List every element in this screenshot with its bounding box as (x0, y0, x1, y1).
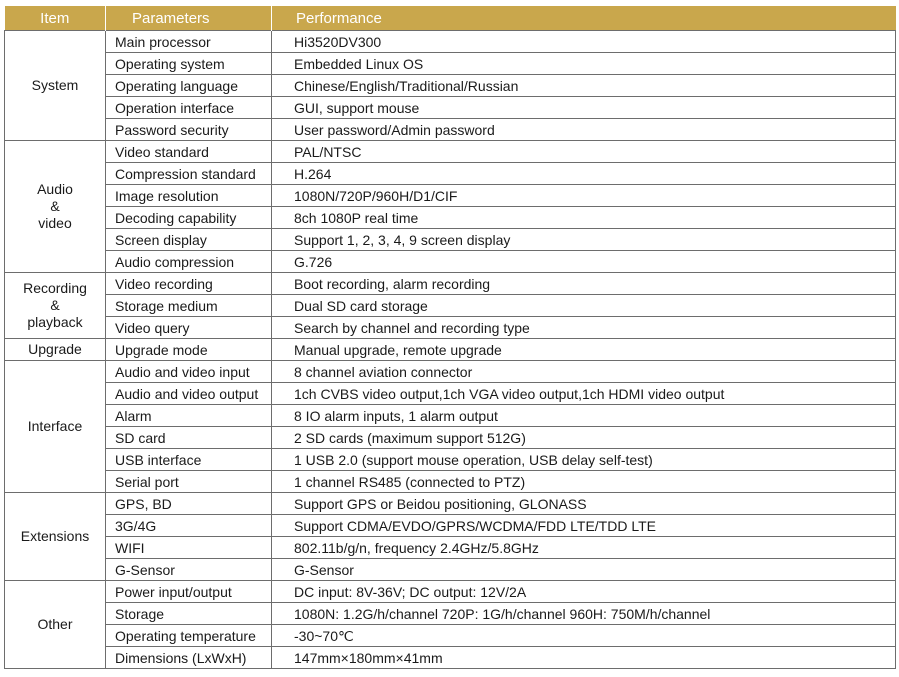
table-row (5, 119, 896, 141)
group-cell (5, 493, 106, 581)
performance-cell: 8 IO alarm inputs, 1 alarm output (272, 405, 896, 427)
parameter-cell: Audio and video output (106, 383, 272, 405)
table-header (5, 6, 896, 31)
parameter-cell: Video query (106, 317, 272, 339)
header-performance: Performance (272, 6, 896, 31)
group-label-line: Audio (37, 181, 73, 197)
parameter-cell: Decoding capability (106, 207, 272, 229)
parameter-cell: Operating language (106, 75, 272, 97)
performance-cell: User password/Admin password (272, 119, 896, 141)
table-row (5, 317, 896, 339)
performance-cell: Search by channel and recording type (272, 317, 896, 339)
group-label-line: System (31, 77, 79, 93)
parameter-cell: Operating temperature (106, 625, 272, 647)
group-label-line: video (38, 215, 72, 231)
group-cell (5, 31, 106, 141)
performance-cell: Dual SD card storage (272, 295, 896, 317)
parameter-cell: Compression standard (106, 163, 272, 185)
table-row (5, 603, 896, 625)
table-row (5, 427, 896, 449)
performance-cell: 802.11b/g/n, frequency 2.4GHz/5.8GHz (272, 537, 896, 559)
performance-cell: H.264 (272, 163, 896, 185)
performance-cell: Support GPS or Beidou positioning, GLONASS (272, 493, 896, 515)
table-row (5, 559, 896, 581)
parameter-cell: SD card (106, 427, 272, 449)
table-row (5, 581, 896, 603)
table-row (5, 515, 896, 537)
performance-cell: DC input: 8V-36V; DC output: 12V/2A (272, 581, 896, 603)
table-row (5, 75, 896, 97)
parameter-cell: Screen display (106, 229, 272, 251)
performance-cell: 2 SD cards (maximum support 512G) (272, 427, 896, 449)
parameter-cell: Power input/output (106, 581, 272, 603)
table-row (5, 141, 896, 163)
parameter-cell: Video recording (106, 273, 272, 295)
performance-cell: PAL/NTSC (272, 141, 896, 163)
group-label-line: Other (37, 616, 73, 632)
table-row (5, 493, 896, 515)
parameter-cell: Serial port (106, 471, 272, 493)
parameter-cell: Audio and video input (106, 361, 272, 383)
performance-cell: 8ch 1080P real time (272, 207, 896, 229)
performance-cell: 1ch CVBS video output,1ch VGA video output,1ch HDMI video output (272, 383, 896, 405)
performance-cell: G.726 (272, 251, 896, 273)
performance-cell: 1 USB 2.0 (support mouse operation, USB delay self-test) (272, 449, 896, 471)
table-row (5, 449, 896, 471)
table-row (5, 251, 896, 273)
table-row (5, 97, 896, 119)
parameter-cell: Main processor (106, 31, 272, 53)
group-label-line: & (50, 297, 60, 313)
performance-cell: 8 channel aviation connector (272, 361, 896, 383)
table-row (5, 471, 896, 493)
group-cell (5, 581, 106, 669)
performance-cell: Chinese/English/Traditional/Russian (272, 75, 896, 97)
group-label-line: & (50, 198, 60, 214)
performance-cell: Support CDMA/EVDO/GPRS/WCDMA/FDD LTE/TDD LTE (272, 515, 896, 537)
table-row (5, 625, 896, 647)
parameter-cell: WIFI (106, 537, 272, 559)
table-row (5, 383, 896, 405)
parameter-cell: Alarm (106, 405, 272, 427)
table-row (5, 53, 896, 75)
table-row (5, 405, 896, 427)
performance-cell: Support 1, 2, 3, 4, 9 screen display (272, 229, 896, 251)
performance-cell: Hi3520DV300 (272, 31, 896, 53)
parameter-cell: Image resolution (106, 185, 272, 207)
group-label-line: Extensions (20, 528, 90, 544)
group-cell (5, 339, 106, 361)
performance-cell: 147mm×180mm×41mm (272, 647, 896, 669)
table-row (5, 647, 896, 669)
parameter-cell: Audio compression (106, 251, 272, 273)
group-label-line: playback (27, 314, 83, 330)
table-row (5, 229, 896, 251)
performance-cell: G-Sensor (272, 559, 896, 581)
table-row (5, 273, 896, 295)
group-cell (5, 273, 106, 339)
table-row (5, 537, 896, 559)
header-row (5, 6, 896, 31)
performance-cell: Manual upgrade, remote upgrade (272, 339, 896, 361)
table-body (5, 31, 896, 669)
performance-cell: 1080N/720P/960H/D1/CIF (272, 185, 896, 207)
performance-cell: 1 channel RS485 (connected to PTZ) (272, 471, 896, 493)
parameter-cell: Video standard (106, 141, 272, 163)
parameter-cell: Upgrade mode (106, 339, 272, 361)
group-cell (5, 141, 106, 273)
parameter-cell: Storage medium (106, 295, 272, 317)
parameter-cell: G-Sensor (106, 559, 272, 581)
performance-cell: Embedded Linux OS (272, 53, 896, 75)
parameter-cell: Operating system (106, 53, 272, 75)
parameter-cell: Password security (106, 119, 272, 141)
parameter-cell: 3G/4G (106, 515, 272, 537)
table-row (5, 207, 896, 229)
group-label-line: Interface (27, 418, 83, 434)
table-row (5, 339, 896, 361)
header-item: Item (5, 6, 106, 31)
performance-cell: GUI, support mouse (272, 97, 896, 119)
spec-table (4, 6, 896, 669)
parameter-cell: GPS, BD (106, 493, 272, 515)
table-row (5, 31, 896, 53)
group-label-line: Upgrade (28, 341, 82, 357)
group-cell (5, 361, 106, 493)
table-row (5, 185, 896, 207)
parameter-cell: USB interface (106, 449, 272, 471)
group-label-line: Recording (23, 280, 87, 296)
performance-cell: 1080N: 1.2G/h/channel 720P: 1G/h/channel 960H: 750M/h/channel (272, 603, 896, 625)
parameter-cell: Storage (106, 603, 272, 625)
table-row (5, 361, 896, 383)
parameter-cell: Dimensions (LxWxH) (106, 647, 272, 669)
table-row (5, 295, 896, 317)
table-row (5, 163, 896, 185)
performance-cell: -30~70℃ (272, 625, 896, 647)
parameter-cell: Operation interface (106, 97, 272, 119)
header-parameters: Parameters (106, 6, 272, 31)
performance-cell: Boot recording, alarm recording (272, 273, 896, 295)
